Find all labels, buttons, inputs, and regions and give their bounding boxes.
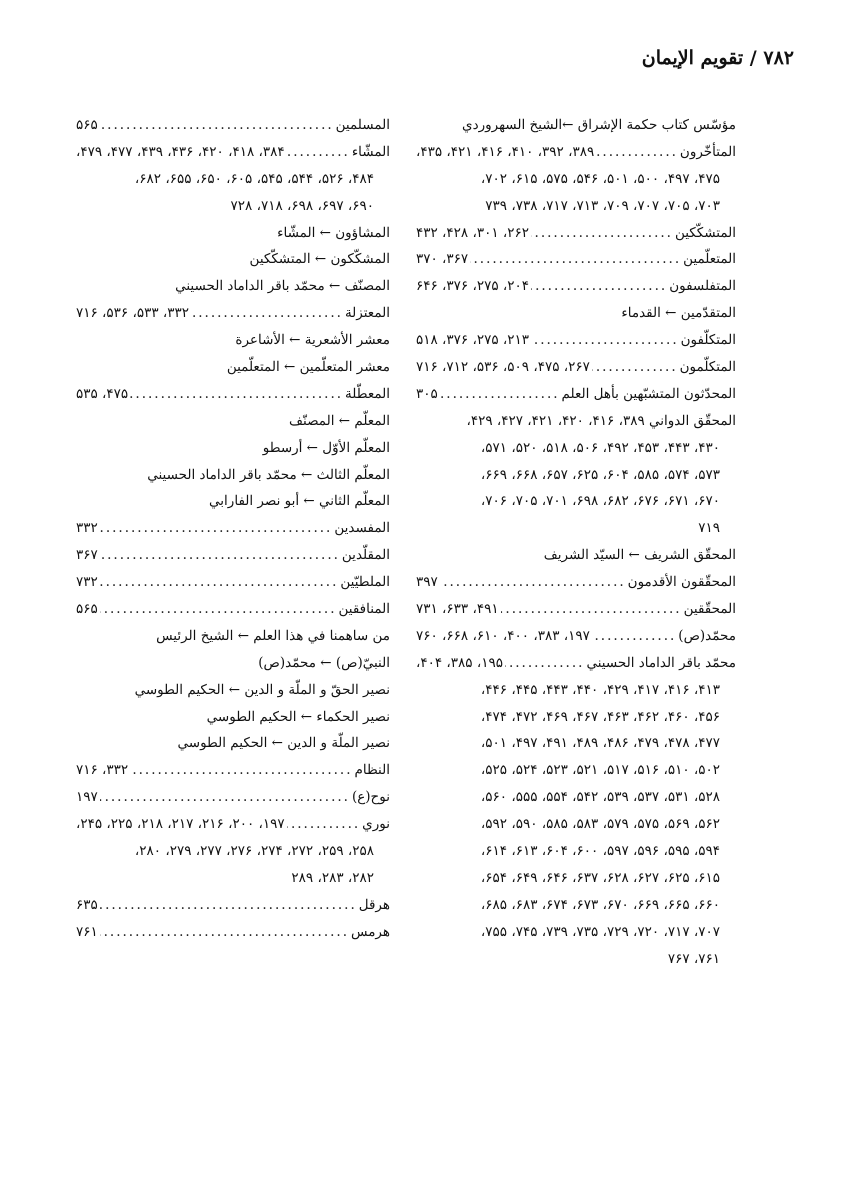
page-references: ۴۹۱، ۶۳۳، ۷۳۱ — [416, 601, 499, 618]
entry-term: هرقل — [358, 896, 390, 913]
entry-term: المحقّقين — [683, 601, 736, 618]
page-references: ۳۹۷ — [416, 574, 438, 591]
entry-term: المتأخّرون — [679, 143, 736, 160]
page-references: ۱۹۵، ۳۸۵، ۴۰۴، — [416, 654, 503, 671]
leader-dots — [100, 542, 340, 569]
index-entry — [76, 381, 390, 408]
cross-reference-text: المعلّم الثالث ← محمّد باقر الداماد الحسيني — [147, 466, 390, 483]
entry-term: المقلّدين — [341, 547, 390, 564]
page-references: ۴۷۵، ۵۳۵ — [76, 385, 129, 402]
continued-numbers: ۵۲۸، ۵۳۱، ۵۳۷، ۵۳۹، ۵۴۲، ۵۵۴، ۵۵۵، ۵۶۰، — [480, 789, 720, 806]
continued-numbers: ۵۷۳، ۵۷۴، ۵۸۵، ۶۰۴، ۶۲۵، ۶۵۷، ۶۶۸، ۶۶۹، — [480, 466, 720, 483]
entry-term: محمّد(ص) — [678, 627, 736, 644]
page-references-continued — [416, 811, 736, 838]
page-references-continued — [416, 919, 736, 946]
index-entry — [76, 515, 390, 542]
page-references: ۱۹۷، ۳۸۳، ۴۰۰، ۶۱۰، ۶۶۸، ۷۶۰ — [416, 627, 590, 644]
index-entry — [76, 596, 390, 623]
index-entry — [416, 327, 736, 354]
page-references: ۱۹۷ — [76, 789, 98, 806]
cross-reference — [76, 677, 390, 704]
cross-reference-text: المشاؤون ← المشّاء — [277, 224, 390, 241]
leader-dots — [100, 112, 334, 139]
entry-term: المتكلّفون — [680, 332, 736, 349]
index-entry — [76, 757, 390, 784]
cross-reference — [76, 704, 390, 731]
page-references-continued — [416, 730, 736, 757]
cross-reference — [76, 488, 390, 515]
index-column-left — [76, 112, 390, 946]
leader-dots — [100, 784, 350, 811]
index-entry — [76, 892, 390, 919]
leader-dots — [191, 300, 343, 327]
continued-numbers: ۶۷۰، ۶۷۱، ۶۷۶، ۶۸۲، ۶۹۸، ۷۰۱، ۷۰۵، ۷۰۶، — [480, 493, 720, 510]
cross-reference — [76, 650, 390, 677]
entry-term: هرمس — [350, 923, 390, 940]
index-entry — [416, 650, 736, 677]
cross-reference — [76, 220, 390, 247]
entry-term: المتكلّمون — [679, 359, 736, 376]
cross-reference — [76, 462, 390, 489]
continued-numbers: ۶۶۰، ۶۶۵، ۶۶۹، ۶۷۰، ۶۷۳، ۶۷۴، ۶۸۳، ۶۸۵، — [480, 896, 720, 913]
page-references: ۳۶۷ — [76, 547, 98, 564]
cross-reference — [76, 354, 390, 381]
index-entry — [76, 811, 390, 838]
page-references: ۳۳۲ — [76, 520, 98, 537]
cross-reference-text: المعلّم ← المصنّف — [289, 412, 390, 429]
index-entry — [76, 139, 390, 166]
index-entry — [76, 919, 390, 946]
continued-numbers: ۷۱۹ — [698, 520, 720, 537]
page-number: ۷۸۲ — [763, 47, 794, 69]
continued-numbers: ۴۳۰، ۴۴۳، ۴۵۳، ۴۹۲، ۵۰۶، ۵۱۸، ۵۲۰، ۵۷۱، — [480, 439, 720, 456]
page-references: ۳۰۵ — [416, 385, 438, 402]
continued-numbers: ۴۱۳، ۴۱۶، ۴۱۷، ۴۲۹، ۴۴۰، ۴۴۳، ۴۴۵، ۴۴۶، — [480, 681, 720, 698]
cross-reference-text: المصنّف ← محمّد باقر الداماد الحسيني — [175, 278, 390, 295]
entry-term: المتشكّكين — [674, 224, 736, 241]
page-references: ۲۶۲، ۳۰۱، ۴۲۸، ۴۳۲ — [416, 224, 530, 241]
cross-reference-text: المحقّق الشريف ← السيّد الشريف — [543, 547, 736, 564]
continued-numbers: ۵۹۴، ۵۹۵، ۵۹۶، ۵۹۷، ۶۰۰، ۶۰۴، ۶۱۳، ۶۱۴، — [480, 843, 720, 860]
index-entry — [76, 300, 390, 327]
cross-reference — [76, 730, 390, 757]
continued-numbers: ۷۶۱، ۷۶۷ — [667, 950, 720, 967]
leader-dots — [592, 354, 678, 381]
page-references-continued — [76, 166, 390, 193]
entry-term: المحقّق الدواني ۳۸۹، ۴۱۶، ۴۲۰، ۴۲۱، ۴۲۷، ۴۲۹، — [466, 412, 736, 429]
entry-term: المعطّلة — [345, 385, 390, 402]
page-references-continued — [416, 677, 736, 704]
leader-dots — [100, 892, 357, 919]
cross-reference — [416, 300, 736, 327]
entry-term: المسلمين — [335, 117, 390, 133]
leader-dots — [505, 650, 584, 677]
page-references: ۳۳۲، ۷۱۶ — [76, 762, 129, 779]
leader-dots — [130, 381, 343, 408]
entry-term: المشّاء — [351, 143, 390, 160]
page-references: ۳۶۷، ۳۷۰ — [416, 251, 469, 268]
entry-term: نوري — [362, 816, 390, 833]
index-entry — [416, 354, 736, 381]
index-entry — [416, 273, 736, 300]
index-entry — [76, 542, 390, 569]
leader-dots — [592, 623, 676, 650]
index-entry — [76, 784, 390, 811]
entry-term: محمّد باقر الداماد الحسيني — [586, 654, 736, 671]
page-references-continued — [76, 838, 390, 865]
page-references-continued — [416, 704, 736, 731]
leader-dots — [531, 327, 679, 354]
page-references-continued — [76, 865, 390, 892]
cross-reference-text: المشكّكون ← المتشكّكين — [249, 251, 390, 268]
cross-reference — [76, 623, 390, 650]
index-entry — [76, 112, 390, 139]
continued-numbers: ۲۸۲، ۲۸۳، ۲۸۹ — [291, 869, 374, 886]
page-references: ۵۶۵ — [76, 117, 98, 133]
leader-dots — [440, 569, 626, 596]
leader-dots — [100, 569, 339, 596]
cross-reference-text: المتقدّمين ← القدماء — [621, 305, 736, 322]
page-references-continued — [416, 193, 736, 220]
book-title: تقويم الإيمان — [641, 47, 744, 69]
page-references: ۲۶۷، ۴۷۵، ۵۰۹، ۵۳۶، ۷۱۲، ۷۱۶ — [416, 359, 590, 376]
continued-numbers: ۴۵۶، ۴۶۰، ۴۶۲، ۴۶۳، ۴۶۷، ۴۶۹، ۴۷۲، ۴۷۴، — [480, 708, 720, 725]
entry-term: المتعلّمين — [683, 251, 736, 268]
continued-numbers: ۷۰۷، ۷۱۷، ۷۲۰، ۷۲۹، ۷۳۵، ۷۳۹، ۷۴۵، ۷۵۵، — [480, 923, 720, 940]
entry-term: النظام — [354, 762, 390, 779]
entry-term: المنافقين — [338, 601, 390, 618]
index-entry — [416, 381, 736, 408]
cross-reference-text: المعلّم الأوّل ← أرسطو — [262, 439, 390, 456]
entry-term: المفسدين — [334, 520, 390, 537]
cross-reference — [416, 112, 736, 139]
leader-dots — [100, 919, 349, 946]
page-references-continued — [416, 488, 736, 515]
page-references: ۷۳۲ — [76, 574, 98, 591]
cross-reference-text: معشر الأشعرية ← الأشاعرة — [235, 332, 390, 349]
continued-numbers: ۴۷۷، ۴۷۸، ۴۷۹، ۴۸۶، ۴۸۹، ۴۹۱، ۴۹۷، ۵۰۱، — [480, 735, 720, 752]
cross-reference — [76, 408, 390, 435]
index-entry — [416, 139, 736, 166]
cross-reference-text: المعلّم الثاني ← أبو نصر الفارابي — [209, 493, 390, 510]
index-entry — [416, 623, 736, 650]
leader-dots — [287, 811, 361, 838]
page-references-continued — [416, 515, 736, 542]
entry-term: المتفلسفون — [669, 278, 736, 295]
index-entry — [416, 569, 736, 596]
cross-reference — [76, 273, 390, 300]
index-column-right — [416, 112, 736, 973]
page-references-continued — [416, 892, 736, 919]
leader-dots — [470, 246, 681, 273]
leader-dots — [501, 596, 682, 623]
page-references: ۱۹۷، ۲۰۰، ۲۱۶، ۲۱۷، ۲۱۸، ۲۲۵، ۲۴۵، — [76, 816, 285, 833]
leader-dots — [100, 515, 333, 542]
cross-reference-text: مؤسّس كتاب حكمة الإشراق ←الشيخ السهروردي — [462, 117, 736, 133]
index-entry — [416, 220, 736, 247]
index-entry — [76, 569, 390, 596]
continued-numbers: ۵۶۲، ۵۶۹، ۵۷۵، ۵۷۹، ۵۸۳، ۵۸۵، ۵۹۰، ۵۹۲، — [480, 816, 720, 833]
page-references: ۳۸۹، ۳۹۲، ۴۱۰، ۴۱۶، ۴۲۱، ۴۳۵، — [416, 143, 595, 160]
continued-numbers: ۴۷۵، ۴۹۷، ۵۰۰، ۵۰۱، ۵۴۶، ۵۷۵، ۶۱۵، ۷۰۲، — [480, 170, 720, 187]
cross-reference — [76, 246, 390, 273]
leader-dots — [130, 757, 352, 784]
page-references: ۳۸۴، ۴۱۸، ۴۲۰، ۴۳۶، ۴۳۹، ۴۷۷، ۴۷۹، — [76, 143, 285, 160]
leader-dots — [596, 139, 678, 166]
continued-numbers: ۶۱۵، ۶۲۵، ۶۲۷، ۶۲۸، ۶۳۷، ۶۴۶، ۶۴۹، ۶۵۴، — [480, 869, 720, 886]
cross-reference-text: نصير الحكماء ← الحكيم الطوسي — [206, 708, 390, 725]
page-references-continued — [76, 193, 390, 220]
entry-term: المعتزلة — [344, 305, 390, 322]
cross-reference-text: النبيّ(ص) ← محمّد(ص) — [258, 654, 390, 671]
leader-dots — [531, 220, 673, 247]
leader-dots — [531, 273, 667, 300]
page-references: ۲۱۳، ۲۷۵، ۳۷۶، ۵۱۸ — [416, 332, 530, 349]
index-entry — [416, 246, 736, 273]
cross-reference-text: نصير الحقّ و الملّة و الدين ← الحكيم الطوسي — [134, 681, 390, 698]
page-references: ۶۳۵ — [76, 896, 98, 913]
page-references: ۷۶۱ — [76, 923, 98, 940]
entry-term: المحقّقون الأقدمون — [627, 574, 736, 591]
page-references-continued — [416, 462, 736, 489]
page-references-continued — [416, 757, 736, 784]
continued-numbers: ۵۰۲، ۵۱۰، ۵۱۶، ۵۱۷، ۵۲۱، ۵۲۳، ۵۲۴، ۵۲۵، — [480, 762, 720, 779]
cross-reference — [416, 542, 736, 569]
cross-reference-text: معشر المتعلّمين ← المتعلّمين — [226, 359, 390, 376]
cross-reference — [76, 327, 390, 354]
page-references-continued — [416, 166, 736, 193]
page-references: ۵۶۵ — [76, 601, 98, 618]
header-separator: / — [749, 47, 757, 69]
leader-dots — [440, 381, 560, 408]
continued-numbers: ۴۸۴، ۵۲۶، ۵۴۴، ۵۴۵، ۶۰۵، ۶۵۰، ۶۵۵، ۶۸۲، — [134, 170, 374, 187]
running-head — [54, 44, 794, 72]
page-references-continued — [416, 946, 736, 973]
continued-numbers: ۲۵۸، ۲۵۹، ۲۷۲، ۲۷۴، ۲۷۶، ۲۷۷، ۲۷۹، ۲۸۰، — [134, 843, 374, 860]
page-references-continued — [416, 865, 736, 892]
page-references-continued — [416, 838, 736, 865]
leader-dots — [100, 596, 337, 623]
page-references: ۳۳۲، ۵۳۳، ۵۳۶، ۷۱۶ — [76, 305, 190, 322]
continued-numbers: ۶۹۰، ۶۹۷، ۶۹۸، ۷۱۸، ۷۲۸ — [230, 197, 374, 214]
entry-term: الملطيّين — [340, 574, 390, 591]
continued-numbers: ۷۰۳، ۷۰۵، ۷۰۷، ۷۰۹، ۷۱۳، ۷۱۷، ۷۳۸، ۷۳۹ — [485, 197, 720, 214]
leader-dots — [287, 139, 350, 166]
entry-term: المحدّثون المتشبّهين بأهل العلم — [561, 385, 736, 402]
page-references-continued — [416, 435, 736, 462]
page-references-continued — [416, 784, 736, 811]
page-references: ۲۰۴، ۲۷۵، ۳۷۶، ۶۴۶ — [416, 278, 530, 295]
cross-reference — [76, 435, 390, 462]
entry-term: نوح(ع) — [351, 789, 390, 806]
index-entry — [416, 596, 736, 623]
index-entry — [416, 408, 736, 435]
cross-reference-text: نصير الملّة و الدين ← الحكيم الطوسي — [177, 735, 390, 752]
cross-reference-text: من ساهمنا في هذا العلم ← الشيخ الرئيس — [156, 627, 390, 644]
